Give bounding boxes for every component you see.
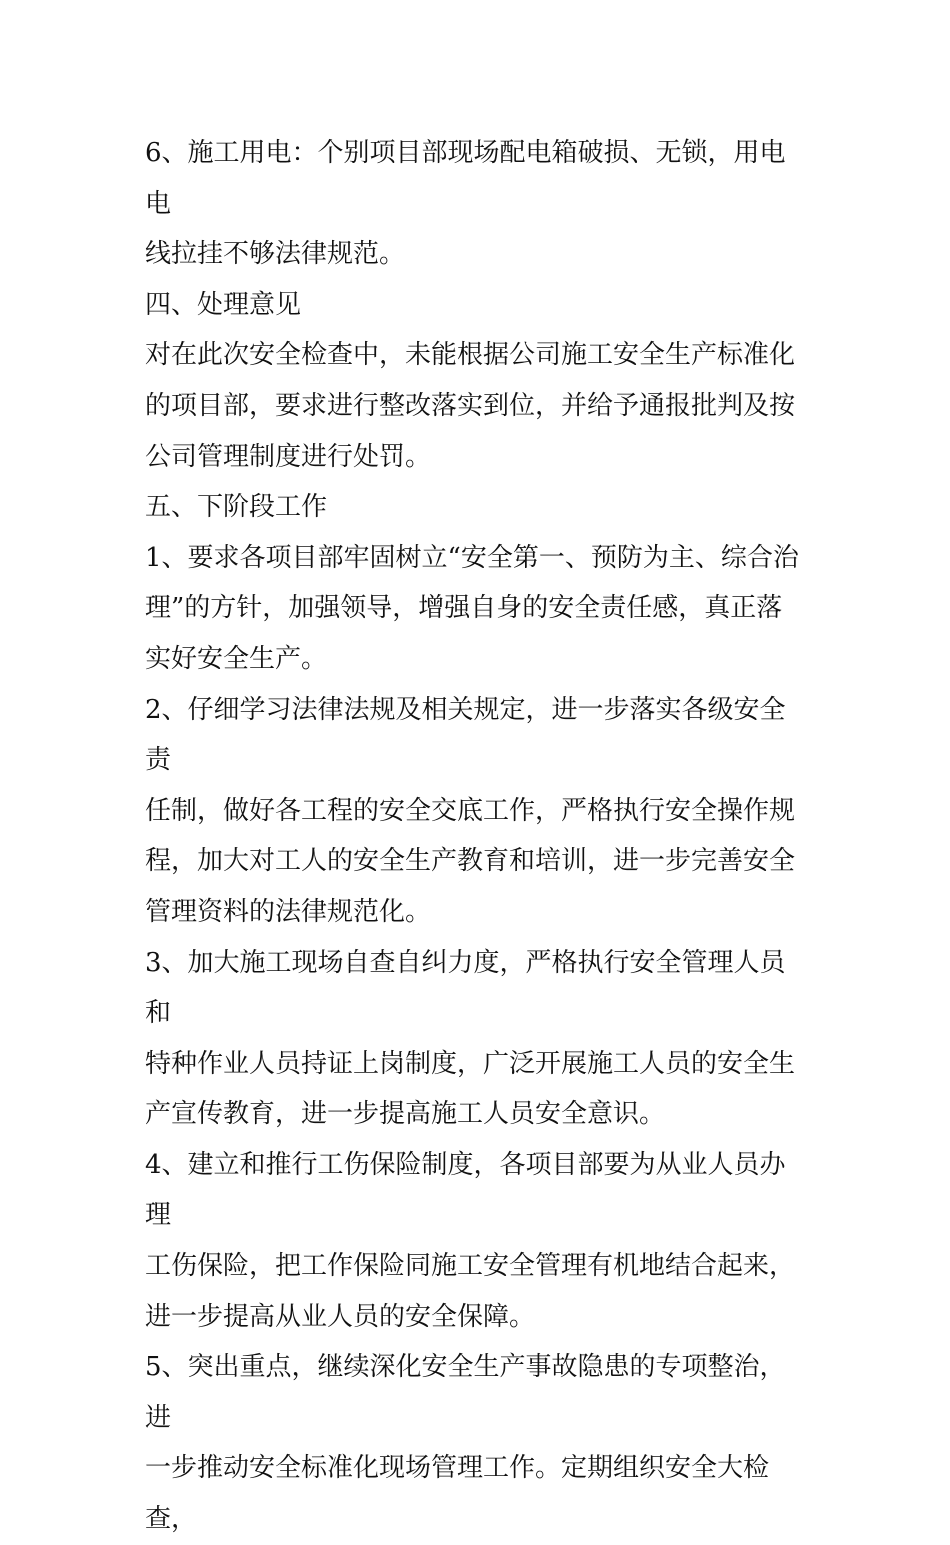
text-line: 程，加大对工人的安全生产教育和培训，进一步完善安全 [145,846,796,877]
text-line: 5、突出重点，继续深化安全生产事故隐患的专项整治，进 [145,1352,786,1433]
text-line: 线拉挂不够法律规范。 [145,239,406,270]
text-line: 公司管理制度进行处罚。 [145,441,432,472]
text-line: 4、建立和推行工伤保险制度，各项目部要为从业人员办理 [145,1149,786,1231]
document-body [145,128,805,1545]
text-line: 理”的方针，加强领导，增强自身的安全责任感，真正落 [145,593,783,624]
section-heading: 四、处理意见 [145,289,302,320]
text-line: 特种作业人员持证上岗制度，广泛开展施工人员的安全生 [145,1048,796,1079]
section-heading: 五、下阶段工作 [145,492,328,523]
text-line: 进一步提高从业人员的安全保障。 [145,1301,536,1332]
text-line: 6、施工用电：个别项目部现场配电箱破损、无锁，用电电 [145,138,786,219]
text-line: 任制，做好各工程的安全交底工作，严格执行安全操作规 [145,795,796,826]
text-line: 的项目部，要求进行整改落实到位，并给予通报批判及按 [145,390,796,421]
text-line: 2、仔细学习法律法规及相关规定，进一步落实各级安全责 [145,694,786,776]
text-line: 对在此次安全检查中，未能根据公司施工安全生产标准化 [145,340,796,371]
text-line: 工伤保险，把工作保险同施工安全管理有机地结合起来， [145,1251,796,1282]
text-line: 3、加大施工现场自查自纠力度，严格执行安全管理人员和 [145,947,786,1029]
text-line: 1、要求各项目部牢固树立“安全第一、预防为主、综合治 [145,542,799,573]
text-line: 管理资料的法律规范化。 [145,896,432,927]
text-line: 一步推动安全标准化现场管理工作。定期组织安全大检查， [145,1453,770,1535]
text-line: 实好安全生产。 [145,643,328,674]
text-line: 产宣传教育，进一步提高施工人员安全意识。 [145,1099,666,1130]
